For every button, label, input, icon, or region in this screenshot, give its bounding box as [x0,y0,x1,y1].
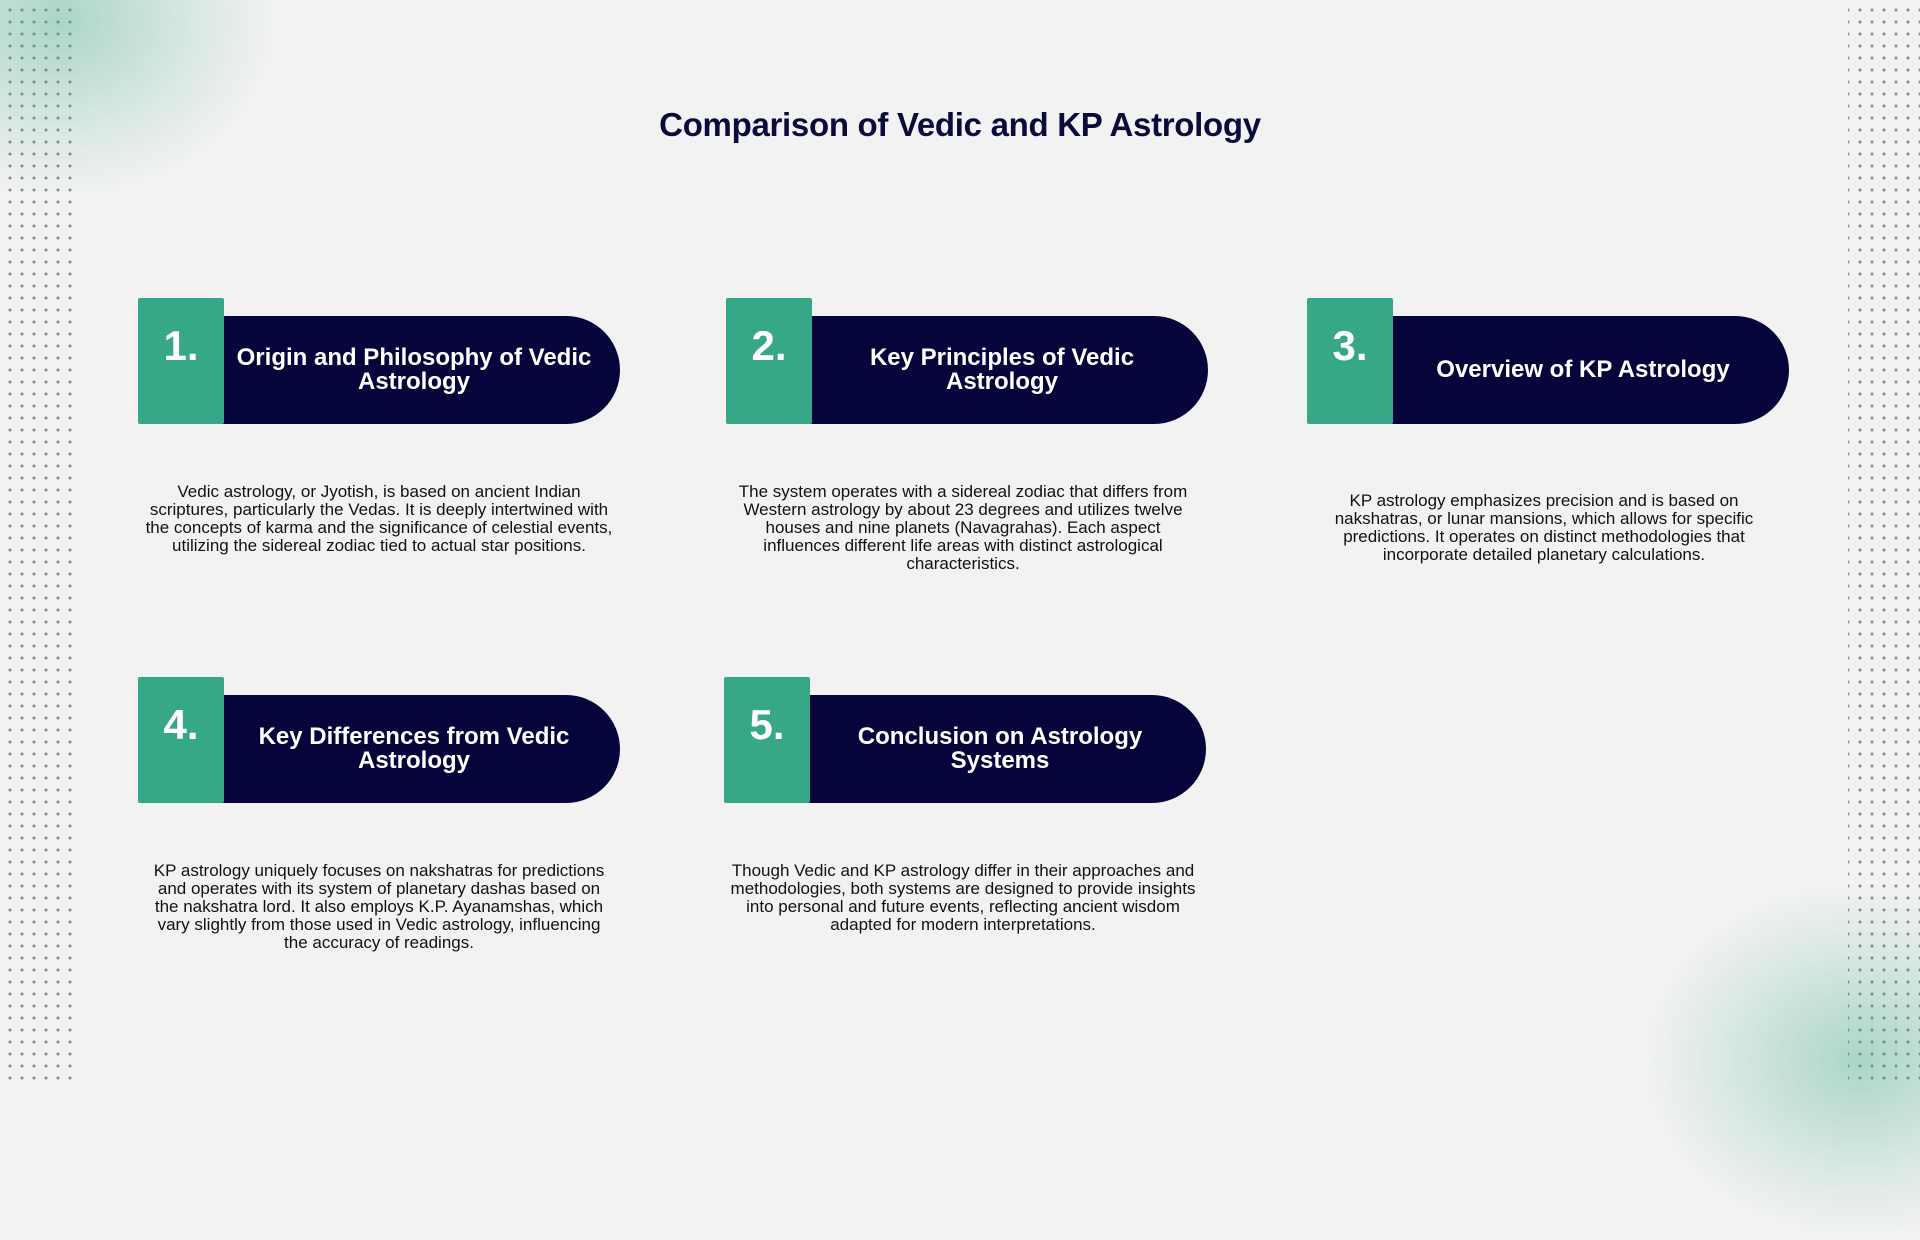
item-card-1 [138,298,628,426]
item-heading-5: Conclusion on Astrology Systems [794,695,1206,803]
item-description-3: KP astrology emphasizes precision and is based on nakshatras, or lunar mansions, which allows for specific predictions. It operates on distinct methodologies that incorporate detailed planetary calculations. [1334,491,1754,564]
item-number-1: 1. [138,298,224,424]
decorative-glow-top-left [0,0,280,200]
item-card-2 [726,298,1216,426]
item-card-5 [724,677,1214,805]
item-description-1: Vedic astrology, or Jyotish, is based on ancient Indian scriptures, particularly the Vedas. It is deeply intertwined with the concepts of karma and the significance of celestial events, utilizing the sidereal zodiac tied to actual star positions. [145,482,613,555]
item-number-5: 5. [724,677,810,803]
item-description-2: The system operates with a sidereal zodiac that differs from Western astrology by about 23 degrees and utilizes twelve houses and nine planets (Navagrahas). Each aspect influences different life areas with distinct astrological characteristics. [738,482,1188,573]
item-number-4: 4. [138,677,224,803]
item-card-3 [1307,298,1797,426]
slide-title: Comparison of Vedic and KP Astrology [659,106,1261,143]
item-number-3: 3. [1307,298,1393,424]
item-heading-1: Origin and Philosophy of Vedic Astrology [208,316,620,424]
item-description-5: Though Vedic and KP astrology differ in their approaches and methodologies, both systems are designed to provide insights into personal and future events, reflecting ancient wisdom adapted for modern interpretations. [730,861,1196,934]
item-description-4: KP astrology uniquely focuses on nakshatras for predictions and operates with its system of planetary dashas based on the nakshatra lord. It also employs K.P. Ayanamshas, which vary slightly from those used in Vedic astrology, influencing the accuracy of readings. [153,861,605,952]
item-heading-2: Key Principles of Vedic Astrology [796,316,1208,424]
decorative-glow-bottom-right [1640,880,1920,1240]
item-heading-4: Key Differences from Vedic Astrology [208,695,620,803]
item-heading-3: Overview of KP Astrology [1377,316,1789,424]
item-number-2: 2. [726,298,812,424]
item-card-4 [138,677,628,805]
